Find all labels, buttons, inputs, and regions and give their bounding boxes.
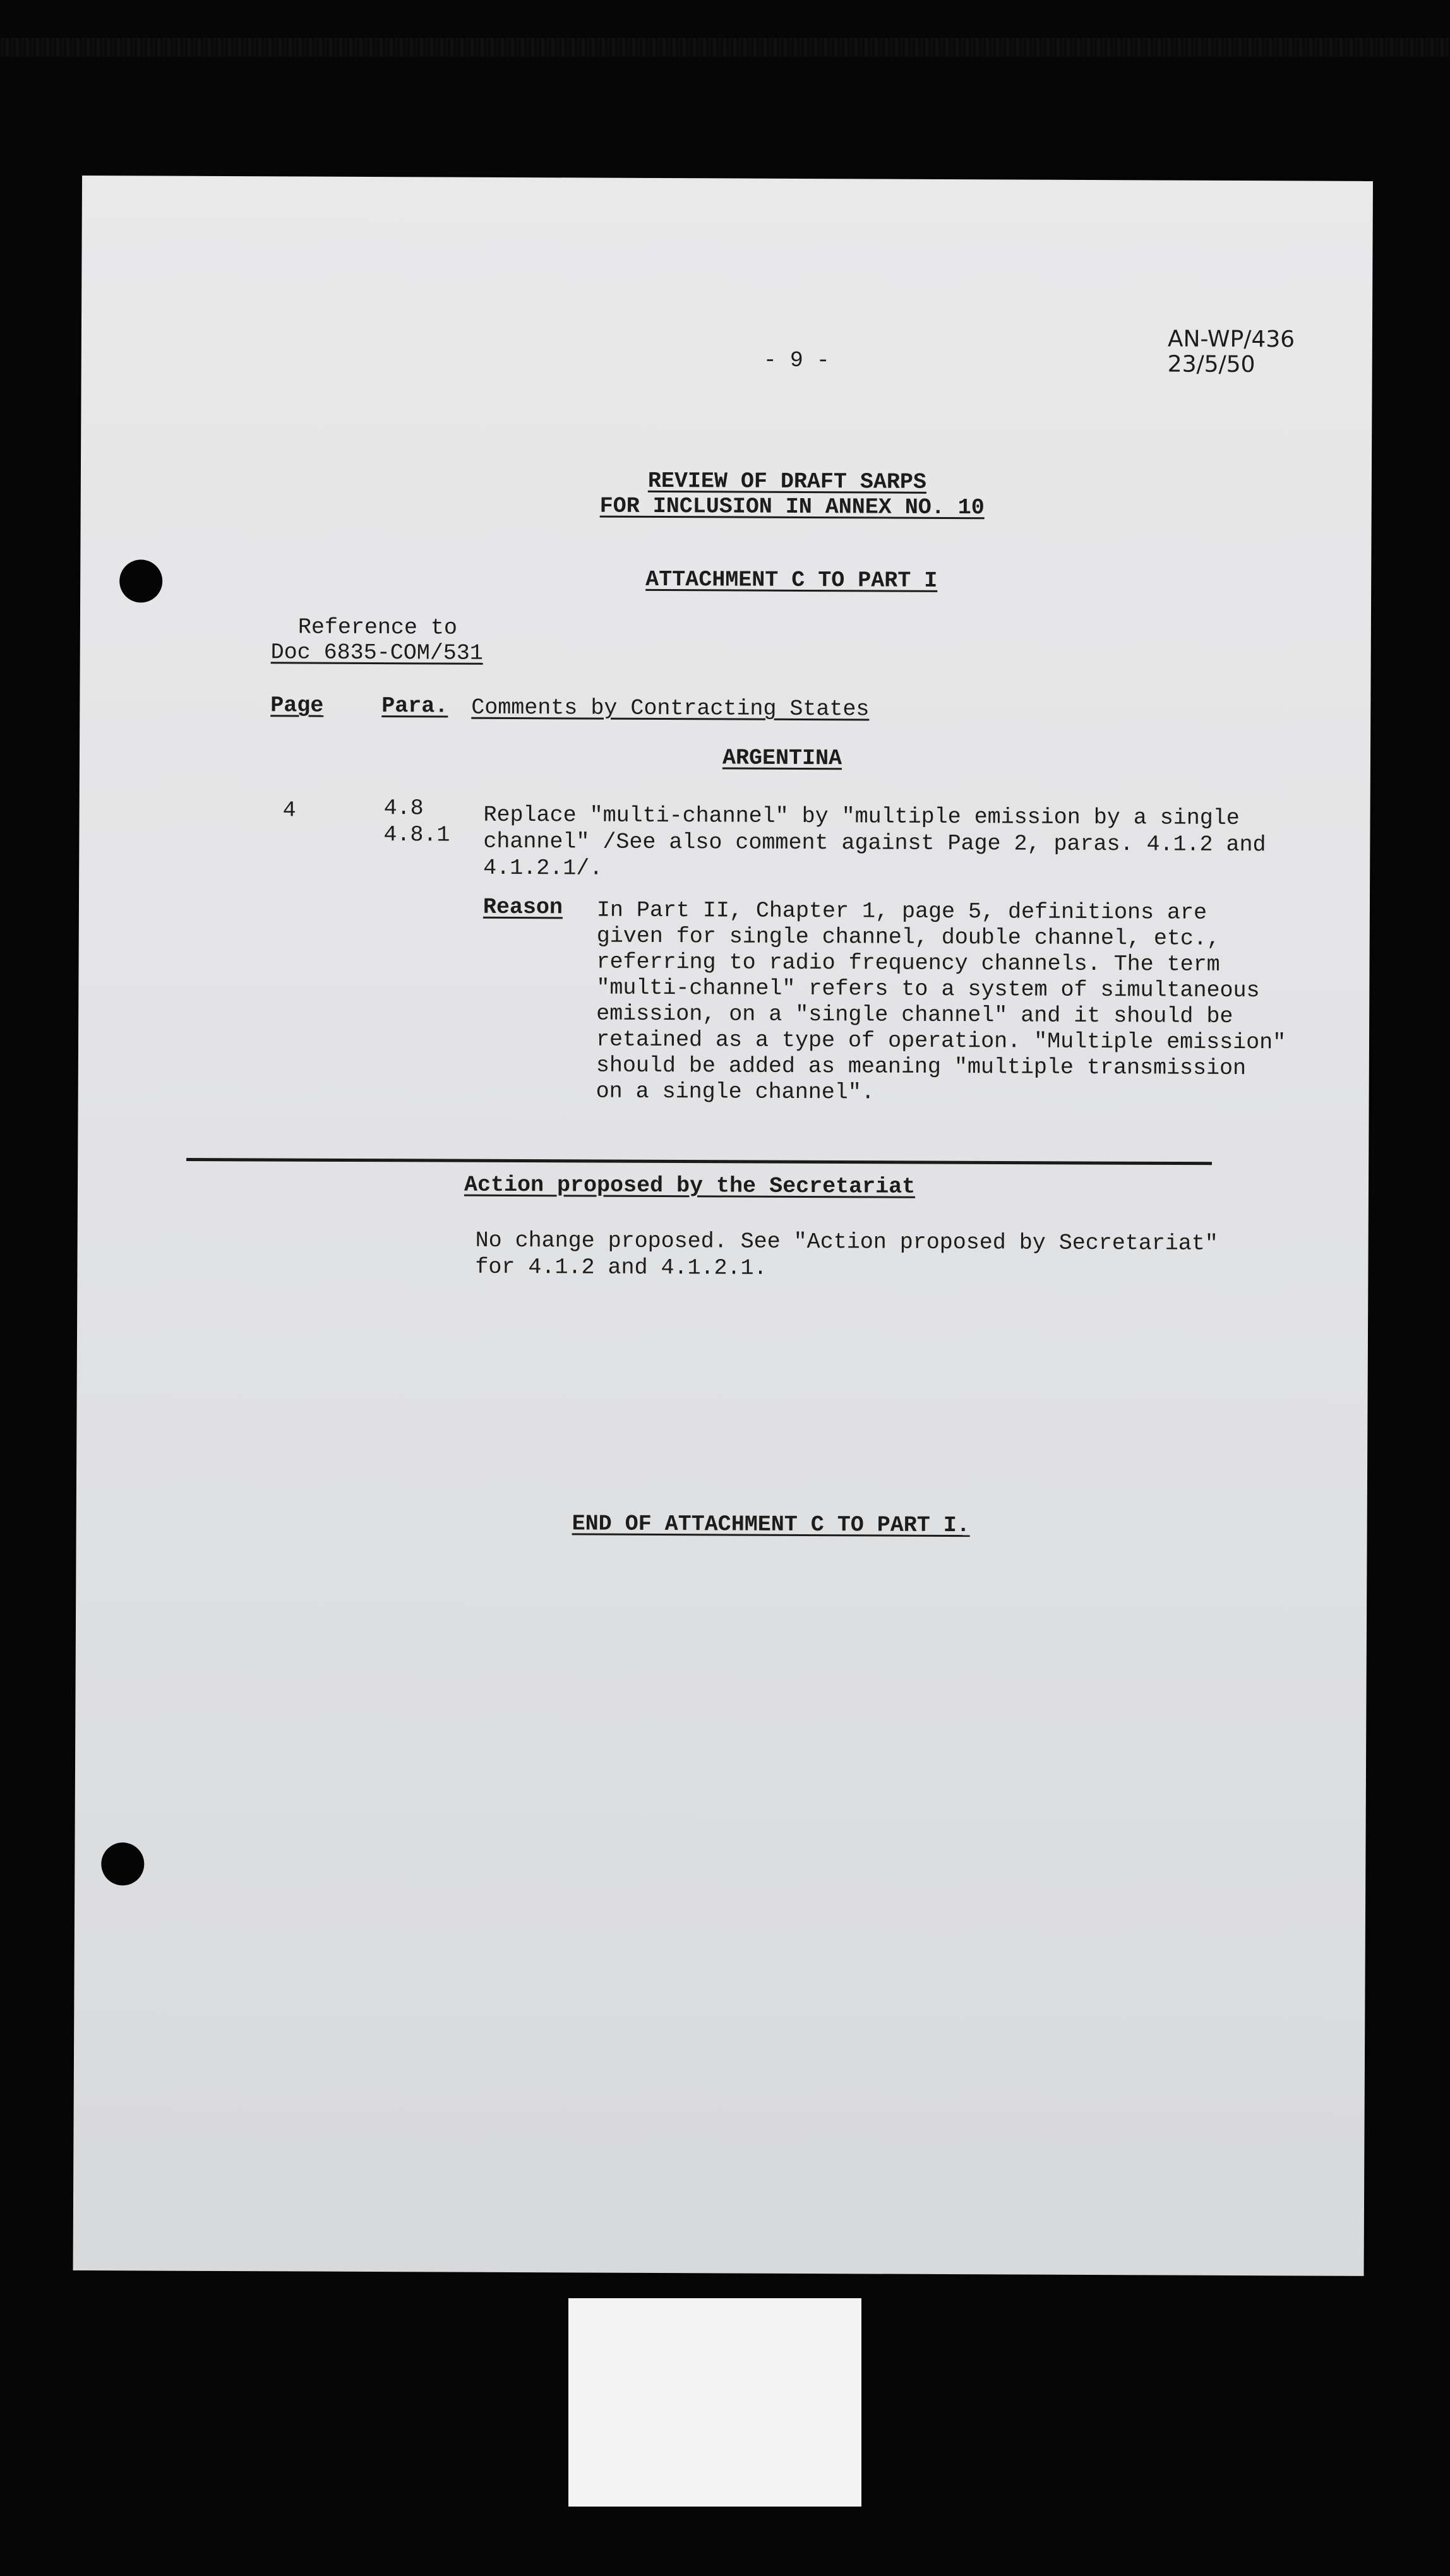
document-page bbox=[73, 176, 1373, 2276]
entry-text-line: channel" /See also comment against Page 2, paras. 4.1.2 and bbox=[483, 828, 1266, 858]
action-line: No change proposed. See "Action proposed by Secretariat" bbox=[475, 1227, 1218, 1256]
reason-line: referring to radio frequency channels. The term bbox=[596, 949, 1220, 977]
reason-line: emission, on a "single channel" and it should be bbox=[596, 1001, 1233, 1029]
blank-card bbox=[568, 2298, 861, 2507]
col-para: Para. bbox=[381, 693, 448, 719]
doc-date: 23/5/50 bbox=[1167, 351, 1255, 378]
title-line-2: FOR INCLUSION IN ANNEX NO. 10 bbox=[599, 493, 985, 521]
entry-para-2: 4.8.1 bbox=[383, 822, 450, 848]
reference-doc: Doc 6835-COM/531 bbox=[270, 640, 483, 666]
entry-page: 4 bbox=[282, 797, 296, 823]
entry-para-1: 4.8 bbox=[383, 796, 424, 821]
doc-reference: AN-WP/436 bbox=[1167, 326, 1295, 353]
attachment-title: ATTACHMENT C TO PART I bbox=[645, 566, 938, 593]
action-heading: Action proposed by the Secretariat bbox=[464, 1172, 916, 1200]
reference-label: Reference to bbox=[297, 614, 458, 641]
reason-label: Reason bbox=[482, 894, 563, 921]
punch-hole-bottom bbox=[101, 1842, 144, 1885]
reason-line: In Part II, Chapter 1, page 5, definitions are bbox=[596, 897, 1207, 926]
col-page: Page bbox=[270, 693, 324, 719]
end-of-attachment: END OF ATTACHMENT C TO PART I. bbox=[572, 1511, 970, 1539]
state-name: ARGENTINA bbox=[722, 745, 842, 772]
col-comments: Comments by Contracting States bbox=[471, 695, 870, 722]
film-edge bbox=[0, 38, 1450, 57]
reason-line: "multi-channel" refers to a system of simultaneous bbox=[596, 975, 1260, 1004]
reason-line: given for single channel, double channel, etc., bbox=[596, 923, 1221, 951]
reason-line: on a single channel". bbox=[596, 1078, 875, 1106]
reason-line: retained as a type of operation. "Multiple emission" bbox=[596, 1027, 1286, 1056]
punch-hole-top bbox=[119, 559, 162, 602]
title-line-1: REVIEW OF DRAFT SARPS bbox=[647, 468, 927, 495]
reason-line: should be added as meaning "multiple transmission bbox=[596, 1052, 1247, 1082]
action-line: for 4.1.2 and 4.1.2.1. bbox=[475, 1254, 767, 1281]
entry-text-line: 4.1.2.1/. bbox=[483, 855, 603, 881]
entry-text-line: Replace "multi-channel" by "multiple emission by a single bbox=[483, 802, 1240, 832]
page-number: - 9 - bbox=[763, 347, 830, 374]
